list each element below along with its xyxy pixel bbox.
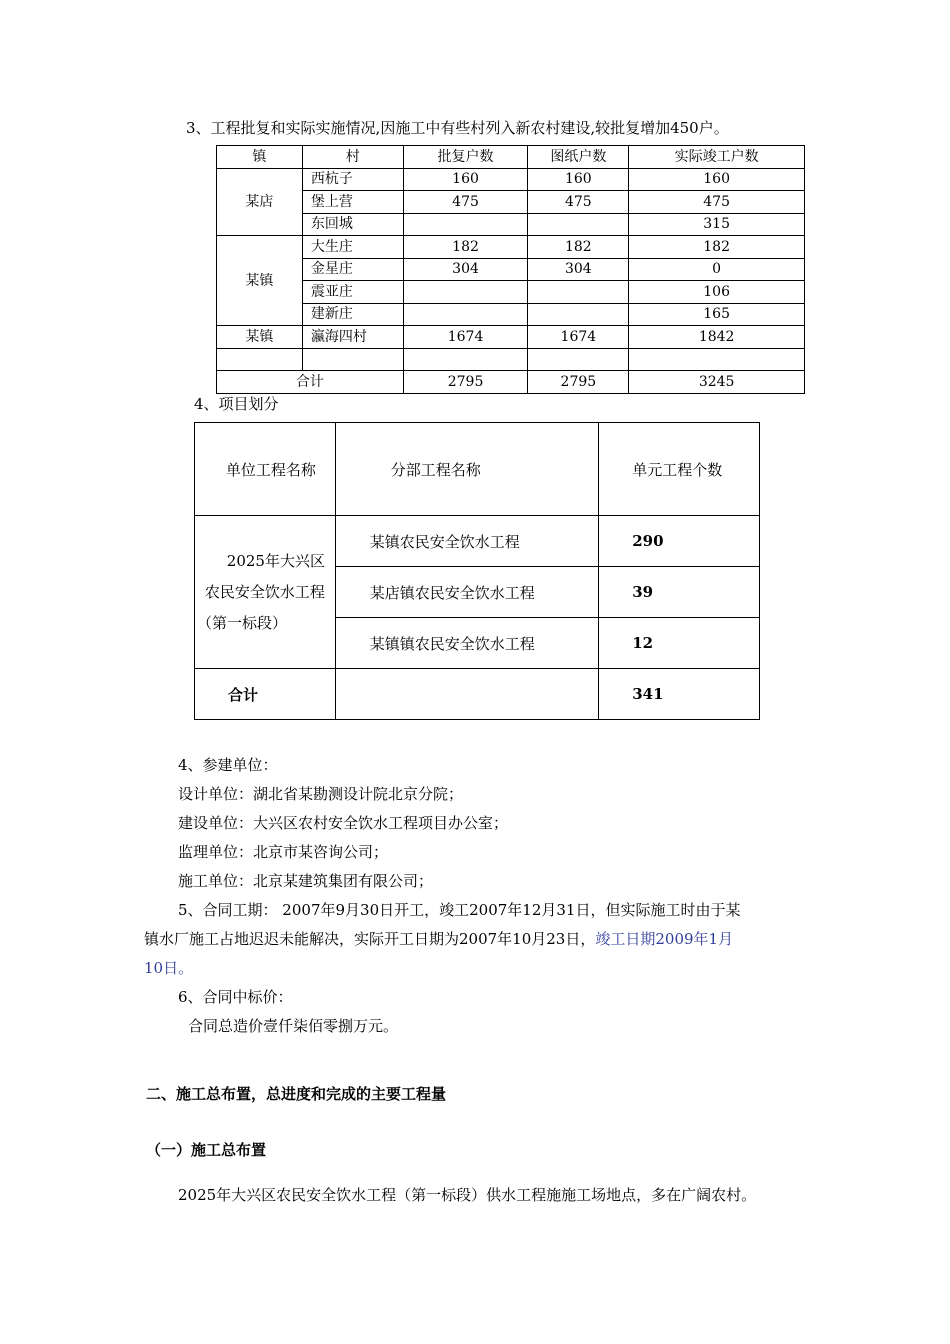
table-row [217, 258, 805, 281]
empty-cell [335, 669, 598, 720]
households-table [216, 145, 805, 394]
section2-title: 二、施工总布置，总进度和完成的主要工程量 [146, 1085, 447, 1103]
drawing-cell [528, 213, 629, 236]
header-approved: 批复户数 [403, 146, 528, 169]
approved-cell [403, 303, 528, 326]
unit-project-line3: （第一标段） [197, 613, 288, 632]
construct-unit: 施工单位：北京某建筑集团有限公司； [178, 872, 434, 890]
village-cell: 建新庄 [302, 303, 403, 326]
actual-cell: 475 [629, 191, 805, 214]
approved-cell [403, 281, 528, 304]
village-cell: 东回城 [302, 213, 403, 236]
village-cell: 金星庄 [302, 258, 403, 281]
approved-cell: 160 [403, 168, 528, 191]
drawing-cell: 475 [528, 191, 629, 214]
table-row [217, 303, 805, 326]
actual-cell: 160 [629, 168, 805, 191]
section3-intro: 3、工程批复和实际实施情况,因施工中有些村列入新农村建设,较批复增加450户。 [186, 119, 729, 137]
empty-cell [217, 348, 303, 371]
sub-project-cell: 某店镇农民安全饮水工程 [335, 567, 598, 618]
drawing-cell [528, 303, 629, 326]
table-row [217, 191, 805, 214]
total-row [217, 371, 805, 394]
empty-cell [302, 348, 403, 371]
actual-cell: 182 [629, 236, 805, 259]
sub-project-cell: 某镇农民安全饮水工程 [335, 516, 598, 567]
participants-title: 4、参建单位： [178, 756, 278, 774]
village-cell: 堡上营 [302, 191, 403, 214]
count-cell: 290 [599, 516, 760, 567]
final-paragraph: 2025年大兴区农民安全饮水工程（第一标段）供水工程施施工场地点，多在广阔农村。 [178, 1186, 757, 1204]
total-label: 合计 [217, 371, 404, 394]
actual-cell: 1842 [629, 326, 805, 349]
subsection1-title: （一）施工总布置 [146, 1141, 267, 1159]
actual-cell: 315 [629, 213, 805, 236]
town-cell: 某镇 [217, 326, 303, 349]
contract-period-line1: 5、合同工期： 2007年9月30日开工，竣工2007年12月31日，但实际施工时由于某 [178, 901, 741, 919]
empty-cell [528, 348, 629, 371]
table-row [217, 236, 805, 259]
design-unit: 设计单位：湖北省某勘测设计院北京分院； [178, 785, 464, 803]
count-cell: 12 [599, 618, 760, 669]
project-division-table [194, 422, 760, 720]
supervise-unit: 监理单位：北京市某咨询公司； [178, 843, 389, 861]
approved-cell [403, 213, 528, 236]
header-town: 镇 [217, 146, 303, 169]
empty-row [217, 348, 805, 371]
drawing-cell: 160 [528, 168, 629, 191]
village-cell: 西杭子 [302, 168, 403, 191]
approved-cell: 475 [403, 191, 528, 214]
table-row [217, 281, 805, 304]
bid-price-text: 合同总造价壹仟柒佰零捌万元。 [188, 1017, 399, 1035]
approved-cell: 182 [403, 236, 528, 259]
sub-project-cell: 某镇镇农民安全饮水工程 [335, 618, 598, 669]
bid-price-title: 6、合同中标价： [178, 988, 293, 1006]
table-row [217, 213, 805, 236]
approved-cell: 304 [403, 258, 528, 281]
header-unit-project: 单位工程名称 [195, 423, 336, 516]
header-drawing: 图纸户数 [528, 146, 629, 169]
village-cell: 大生庄 [302, 236, 403, 259]
town-cell: 某店 [217, 168, 303, 236]
total-actual: 3245 [629, 371, 805, 394]
total-approved: 2795 [403, 371, 528, 394]
actual-cell: 0 [629, 258, 805, 281]
contract-period-line3: 10日。 [144, 959, 194, 977]
table-row [217, 326, 805, 349]
empty-cell [403, 348, 528, 371]
header-unit-count: 单元工程个数 [599, 423, 760, 516]
drawing-cell: 182 [528, 236, 629, 259]
unit-project-line1: 2025年大兴区 [226, 551, 325, 570]
total-drawing: 2795 [528, 371, 629, 394]
contract-period-line2 [144, 928, 733, 949]
village-cell: 震亚庄 [302, 281, 403, 304]
unit-project-line2: 农民安全饮水工程 [204, 582, 325, 601]
table-row [217, 168, 805, 191]
total-row [195, 669, 760, 720]
town-cell: 某镇 [217, 236, 303, 326]
drawing-cell: 304 [528, 258, 629, 281]
drawing-cell [528, 281, 629, 304]
village-cell: 瀛海四村 [302, 326, 403, 349]
actual-cell: 165 [629, 303, 805, 326]
header-actual: 实际竣工户数 [629, 146, 805, 169]
approved-cell: 1674 [403, 326, 528, 349]
count-cell: 39 [599, 567, 760, 618]
table-header-row [217, 146, 805, 169]
empty-cell [629, 348, 805, 371]
completion-date-highlight: 竣工日期2009年1月 [595, 930, 734, 948]
unit-project-cell [195, 516, 336, 669]
drawing-cell: 1674 [528, 326, 629, 349]
total-count: 341 [599, 669, 760, 720]
section4-title: 4、项目划分 [194, 395, 279, 413]
table-header-row [195, 423, 760, 516]
build-unit: 建设单位：大兴区农村安全饮水工程项目办公室； [178, 814, 509, 832]
header-village: 村 [302, 146, 403, 169]
header-sub-project: 分部工程名称 [335, 423, 598, 516]
table-row [195, 516, 760, 567]
actual-cell: 106 [629, 281, 805, 304]
contract-period-line2a: 镇水厂施工占地迟迟未能解决，实际开工日期为2007年10月23日， [144, 930, 596, 948]
total-label: 合计 [195, 669, 336, 720]
